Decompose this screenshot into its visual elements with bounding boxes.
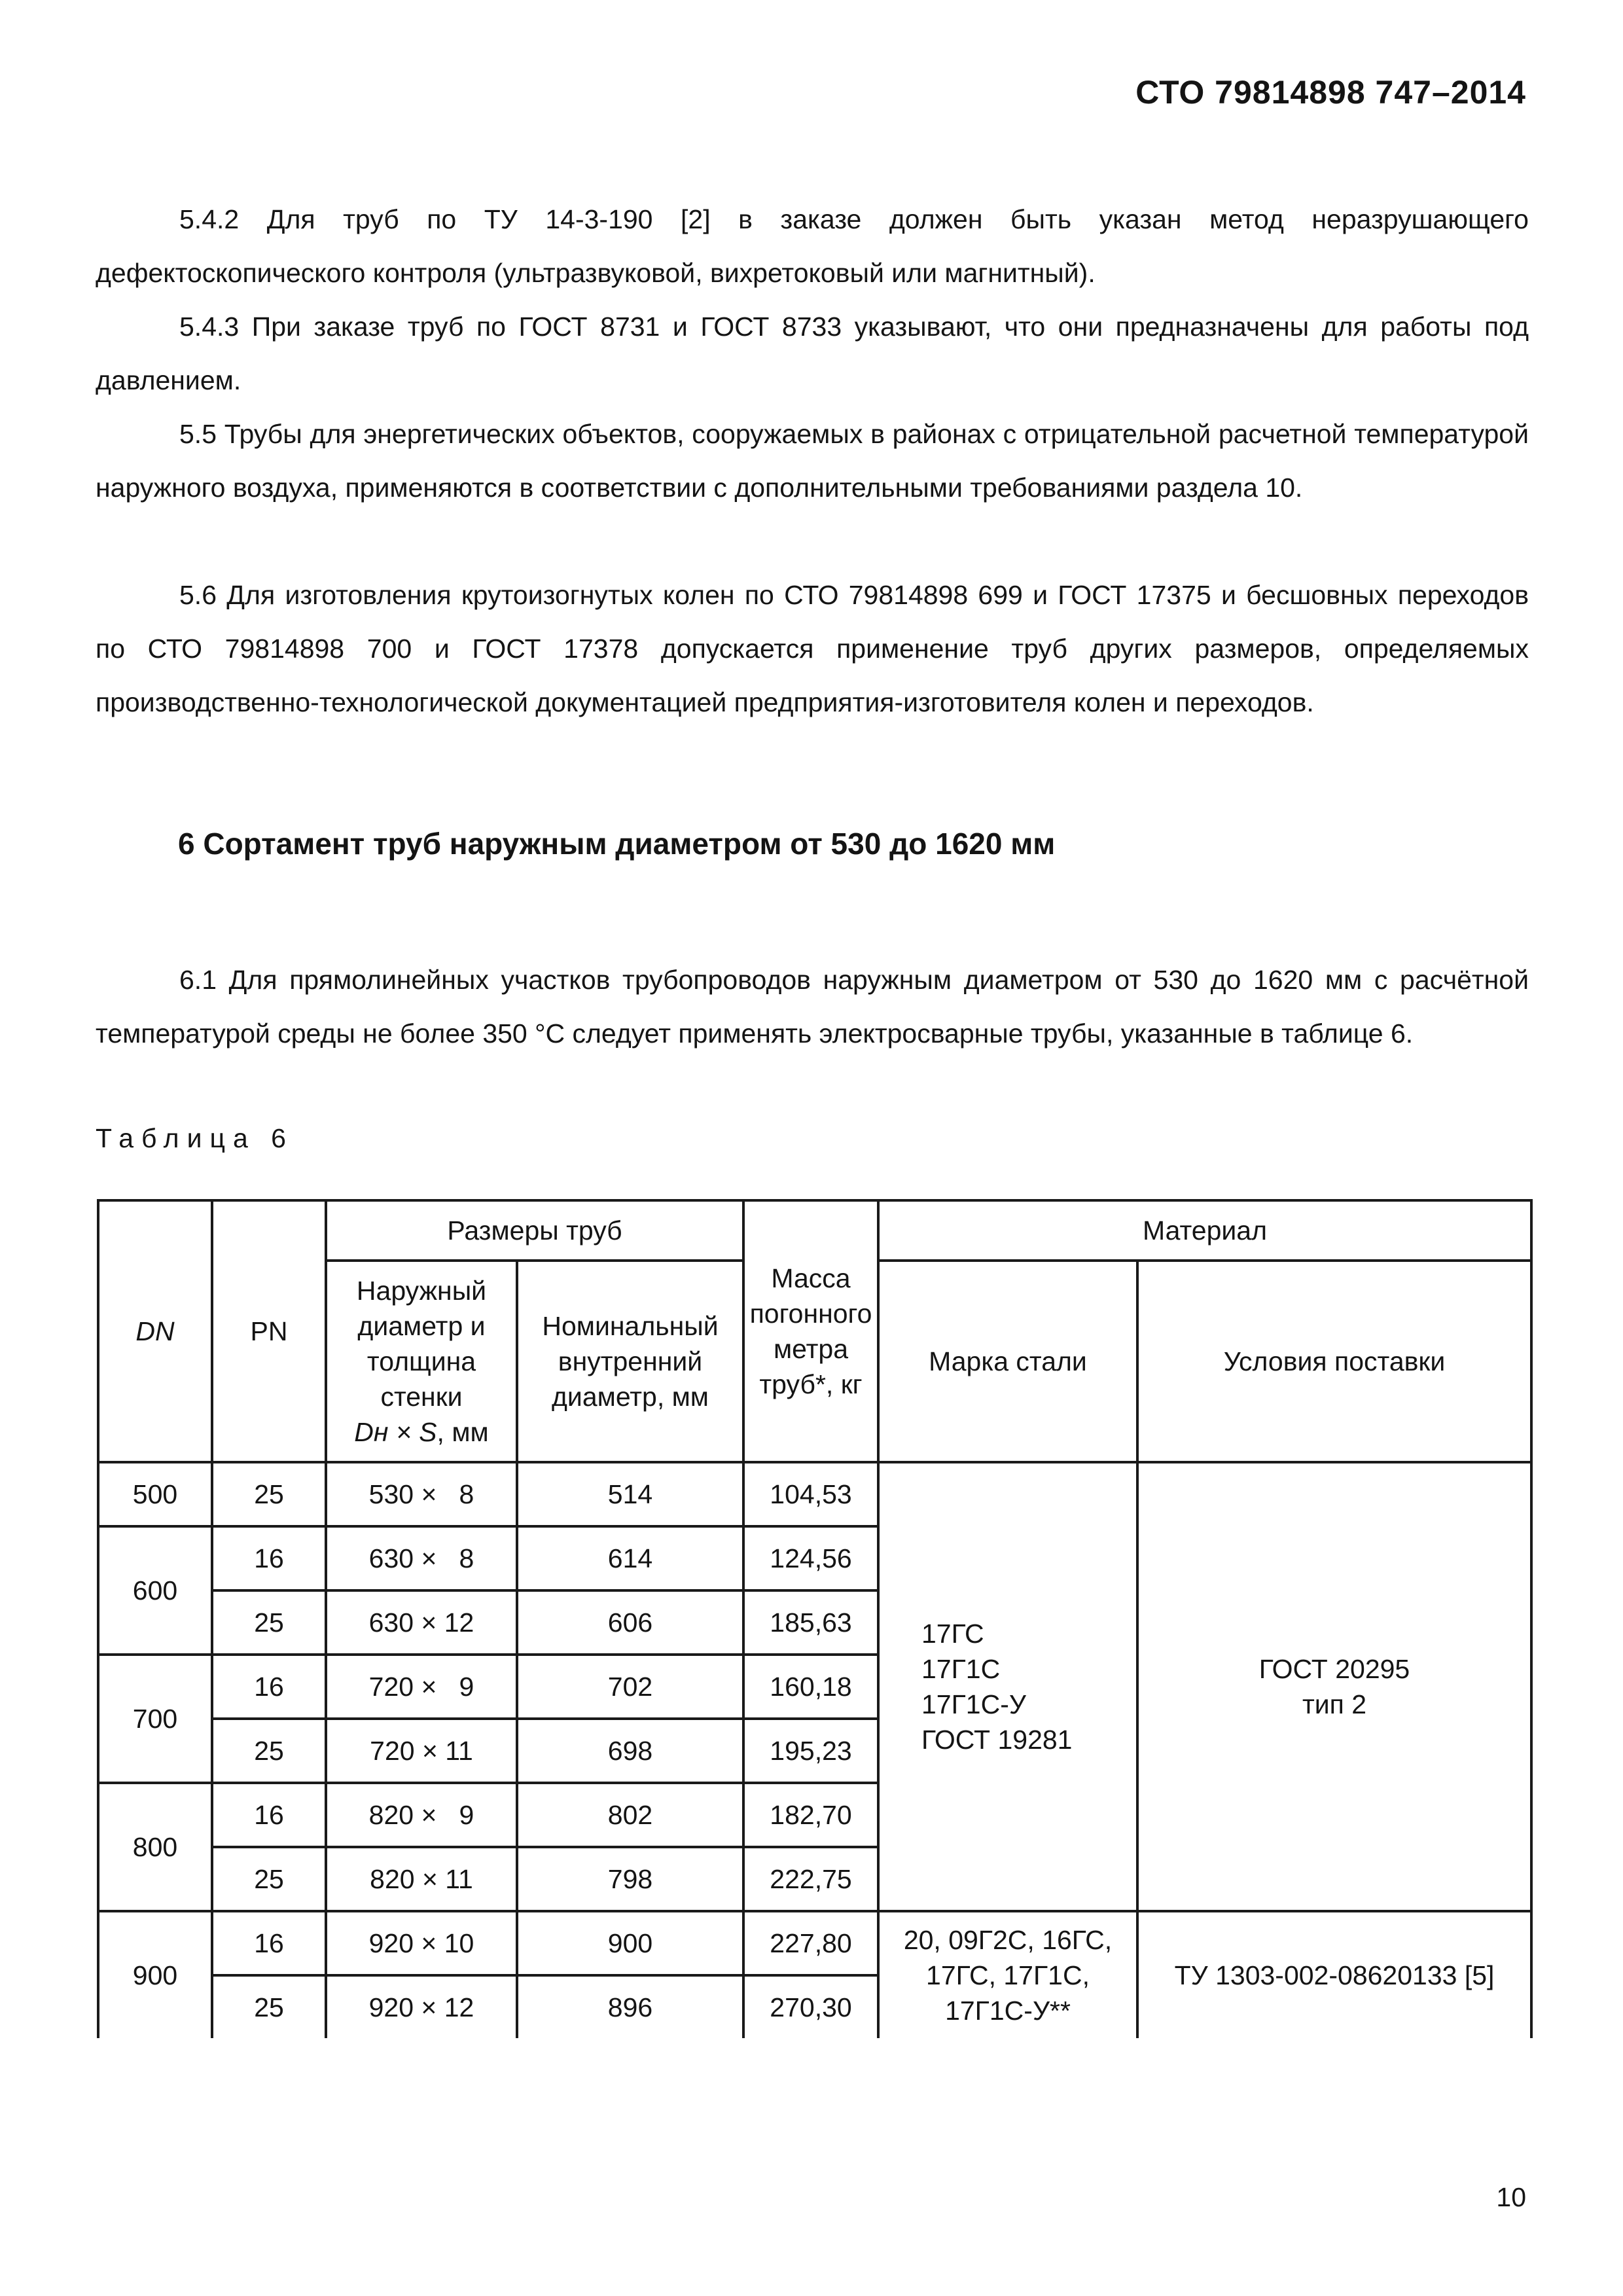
steel-line: 17Г1С-У	[921, 1689, 1026, 1719]
section-title: 6 Сортамент труб наружным диаметром от 530 до 1620 мм	[178, 827, 1056, 861]
header-outer-symbol: Dн × S	[354, 1417, 437, 1447]
document-code: СТО 79814898 747–2014	[1135, 74, 1526, 111]
steel-line: 20, 09Г2С, 16ГС,	[903, 1925, 1113, 1955]
cell-size: 820 × 11	[326, 1847, 517, 1911]
cell-size: 920 × 12	[326, 1975, 517, 2038]
cell-mass: 160,18	[743, 1655, 878, 1719]
cell-dn: 700	[98, 1655, 212, 1783]
cell-mass: 222,75	[743, 1847, 878, 1911]
cell-mass: 270,30	[743, 1975, 878, 2038]
cell-inner: 896	[517, 1975, 743, 2038]
cell-size: 820 × 9	[326, 1783, 517, 1847]
cell-mass: 104,53	[743, 1462, 878, 1526]
cell-inner: 514	[517, 1462, 743, 1526]
cell-pn: 25	[212, 1975, 326, 2038]
cell-inner: 802	[517, 1783, 743, 1847]
cell-dn: 600	[98, 1526, 212, 1655]
cell-inner: 702	[517, 1655, 743, 1719]
header-pipe-sizes: Размеры труб	[326, 1200, 743, 1261]
paragraph-5-5: 5.5 Трубы для энергетических объектов, сооружаемых в районах с отрицательной расчетной температурой наружного воздуха, применяются в соответствии с дополнительными требованиями раздела 10.	[96, 419, 1529, 503]
table-row	[98, 1462, 1531, 1526]
cell-inner: 698	[517, 1719, 743, 1783]
steel-line: 17ГС, 17Г1С,	[926, 1960, 1090, 1990]
cell-pn: 25	[212, 1462, 326, 1526]
table-row	[98, 1911, 1531, 1975]
cell-inner: 606	[517, 1590, 743, 1655]
cell-mass: 124,56	[743, 1526, 878, 1590]
table-caption: Таблица 6	[96, 1123, 294, 1153]
header-outer-unit: , мм	[437, 1417, 489, 1447]
cell-pn: 16	[212, 1526, 326, 1590]
steel-line: 17Г1С	[921, 1654, 1001, 1684]
cell-dn: 900	[98, 1911, 212, 2038]
cell-size: 720 × 11	[326, 1719, 517, 1783]
delivery-line: ГОСТ 20295	[1258, 1654, 1410, 1684]
header-inner-diameter: Номинальный внутренний диаметр, мм	[517, 1261, 743, 1462]
page-number: 10	[1496, 2182, 1526, 2212]
header-dn: DN	[98, 1200, 212, 1462]
steel-line: ГОСТ 19281	[921, 1725, 1073, 1755]
cell-mass: 185,63	[743, 1590, 878, 1655]
header-pn: PN	[212, 1200, 326, 1462]
cell-dn: 500	[98, 1462, 212, 1526]
header-mass: Масса погонного метра труб*, кг	[743, 1200, 878, 1462]
header-outer-diameter	[326, 1261, 517, 1462]
cell-steel-group-1	[878, 1462, 1137, 1911]
header-material: Материал	[878, 1200, 1531, 1261]
cell-mass: 227,80	[743, 1911, 878, 1975]
pipe-assortment-table	[97, 1199, 1533, 2038]
paragraph-6-1: 6.1 Для прямолинейных участков трубопроводов наружным диаметром от 530 до 1620 мм с расчётной температурой среды не более 350 °С следует применять электросварные трубы, указанные в таблице 6.	[96, 965, 1529, 1049]
cell-mass: 195,23	[743, 1719, 878, 1783]
steel-line: 17Г1С-У**	[945, 1996, 1071, 2026]
header-outer-diameter-label: Наружный диаметр и толщина стенки	[356, 1276, 487, 1412]
header-steel-grade: Марка стали	[878, 1261, 1137, 1462]
cell-pn: 25	[212, 1847, 326, 1911]
cell-delivery-group-1	[1137, 1462, 1531, 1911]
cell-size: 920 × 10	[326, 1911, 517, 1975]
cell-inner: 798	[517, 1847, 743, 1911]
steel-line: 17ГС	[921, 1619, 984, 1649]
header-delivery-conditions: Условия поставки	[1137, 1261, 1531, 1462]
delivery-line: тип 2	[1302, 1689, 1367, 1719]
cell-size: 630 × 8	[326, 1526, 517, 1590]
paragraph-5-4-2: 5.4.2 Для труб по ТУ 14-3-190 [2] в заказе должен быть указан метод неразрушающего дефектоскопического контроля (ультразвуковой, вихретоковый или магнитный).	[96, 204, 1529, 288]
cell-pn: 16	[212, 1911, 326, 1975]
cell-dn: 800	[98, 1783, 212, 1911]
paragraph-5-4-3: 5.4.3 При заказе труб по ГОСТ 8731 и ГОСТ 8733 указывают, что они предназначены для работы под давлением.	[96, 312, 1529, 395]
cell-size: 630 × 12	[326, 1590, 517, 1655]
cell-pn: 16	[212, 1655, 326, 1719]
cell-inner: 614	[517, 1526, 743, 1590]
cell-delivery-group-2: ТУ 1303-002-08620133 [5]	[1137, 1911, 1531, 2038]
cell-pn: 25	[212, 1719, 326, 1783]
cell-size: 720 × 9	[326, 1655, 517, 1719]
cell-pn: 16	[212, 1783, 326, 1847]
cell-mass: 182,70	[743, 1783, 878, 1847]
cell-size: 530 × 8	[326, 1462, 517, 1526]
cell-inner: 900	[517, 1911, 743, 1975]
cell-pn: 25	[212, 1590, 326, 1655]
paragraph-5-6: 5.6 Для изготовления крутоизогнутых колен по СТО 79814898 699 и ГОСТ 17375 и бесшовных переходов по СТО 79814898 700 и ГОСТ 17378 допускается применение труб других размеров, определяемых производственно-технологической документацией предприятия-изготовителя колен и переходов.	[96, 580, 1529, 717]
cell-steel-group-2	[878, 1911, 1137, 2038]
